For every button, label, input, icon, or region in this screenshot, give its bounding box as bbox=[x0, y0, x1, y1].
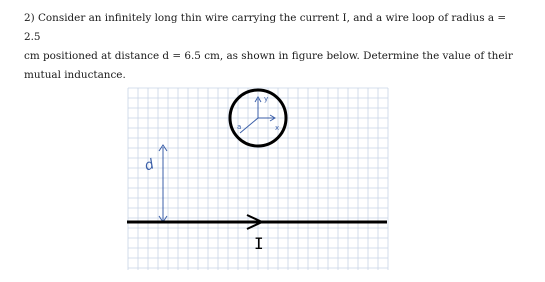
radius-label: a bbox=[237, 123, 242, 131]
current-label: I bbox=[254, 234, 264, 253]
y-axis-label: y bbox=[264, 95, 269, 103]
distance-label: d bbox=[142, 156, 157, 175]
problem-line-3: mutual inductance. bbox=[24, 69, 126, 81]
radius-line bbox=[240, 118, 258, 133]
problem-line-1: 2) Consider an infinitely long thin wire carrying the current I, and a wire loop of radius a = 2.5 bbox=[24, 12, 507, 43]
x-axis-label: x bbox=[275, 124, 280, 132]
problem-line-2: cm positioned at distance d = 6.5 cm, as shown in figure below. Determine the value of their bbox=[24, 50, 513, 62]
